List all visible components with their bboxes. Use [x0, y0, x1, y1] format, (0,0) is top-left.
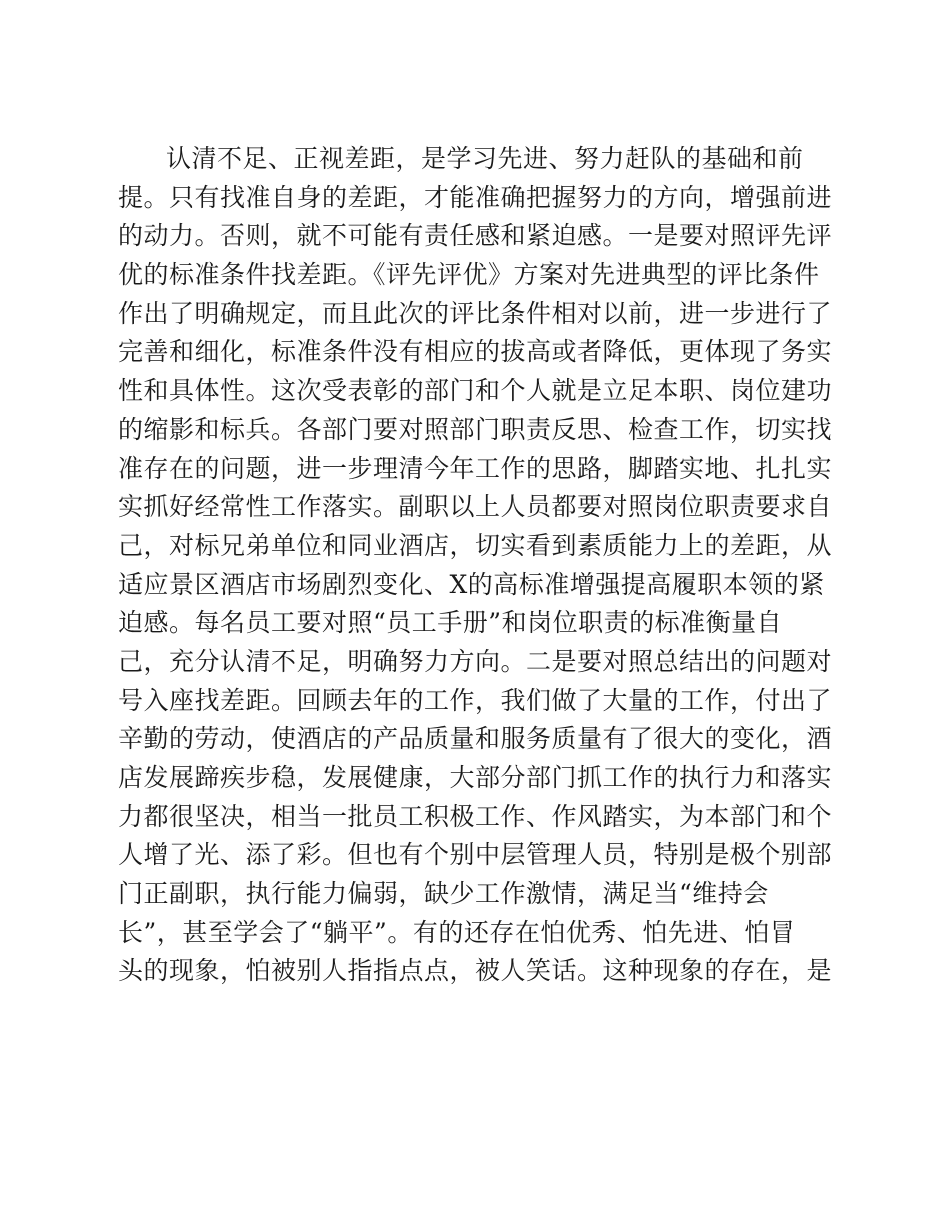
text-line: 迫感。每名员工要对照“员工手册”和岗位职责的标准衡量自 [118, 608, 783, 638]
text-line: 作出了明确规定，而且此次的评比条件相对以前，进一步进行了 [118, 298, 833, 328]
text-line: 完善和细化，标准条件没有相应的拔高或者降低，更体现了务实 [118, 337, 833, 367]
text-line: 人增了光、添了彩。但也有个别中层管理人员，特别是极个别部 [118, 840, 833, 870]
text-line: 门正副职，执行能力偏弱，缺少工作激情，满足当“维持会 [118, 879, 769, 909]
text-line: 认清不足、正视差距，是学习先进、努力赶队的基础和前 [166, 144, 804, 173]
text-line: 己，充分认清不足，明确努力方向。二是要对照总结出的问题对 [118, 646, 833, 676]
text-line: 性和具体性。这次受表彰的部门和个人就是立足本职、岗位建功 [118, 376, 833, 406]
text-line: 准存在的问题，进一步理清今年工作的思路，脚踏实地、扎扎实 [118, 453, 833, 483]
text-line: 优的标准条件找差距。《评先评优》方案对先进典型的评比条件 [118, 260, 820, 290]
text-line: 实抓好经常性工作落实。副职以上人员都要对照岗位职责要求自 [118, 492, 833, 522]
text-line: 号入座找差距。回顾去年的工作，我们做了大量的工作，付出了 [118, 685, 833, 715]
text-line: 店发展蹄疾步稳，发展健康，大部分部门抓工作的执行力和落实 [118, 763, 833, 792]
text-line: 提。只有找准自身的差距，才能准确把握努力的方向，增强前进 [118, 182, 833, 212]
text-line: 己，对标兄弟单位和同业酒店，切实看到素质能力上的差距，从 [118, 530, 833, 560]
text-line: 的动力。否则，就不可能有责任感和紧迫感。一是要对照评先评 [118, 221, 833, 251]
text-line: 适应景区酒店市场剧烈变化、X的高标准增强提高履职本领的紧 [118, 569, 825, 599]
text-line: 辛勤的劳动，使酒店的产品质量和服务质量有了很大的变化，酒 [118, 724, 833, 754]
text-line: 的缩影和标兵。各部门要对照部门职责反思、检查工作，切实找 [118, 414, 833, 444]
text-line: 头的现象，怕被别人指指点点，被人笑话。这种现象的存在，是 [118, 956, 833, 986]
body-paragraph [118, 140, 833, 991]
text-line: 力都很坚决，相当一批员工积极工作、作风踏实，为本部门和个 [118, 801, 833, 831]
text-line: 长”，甚至学会了“躺平”。有的还存在怕优秀、怕先进、怕冒 [118, 917, 796, 947]
